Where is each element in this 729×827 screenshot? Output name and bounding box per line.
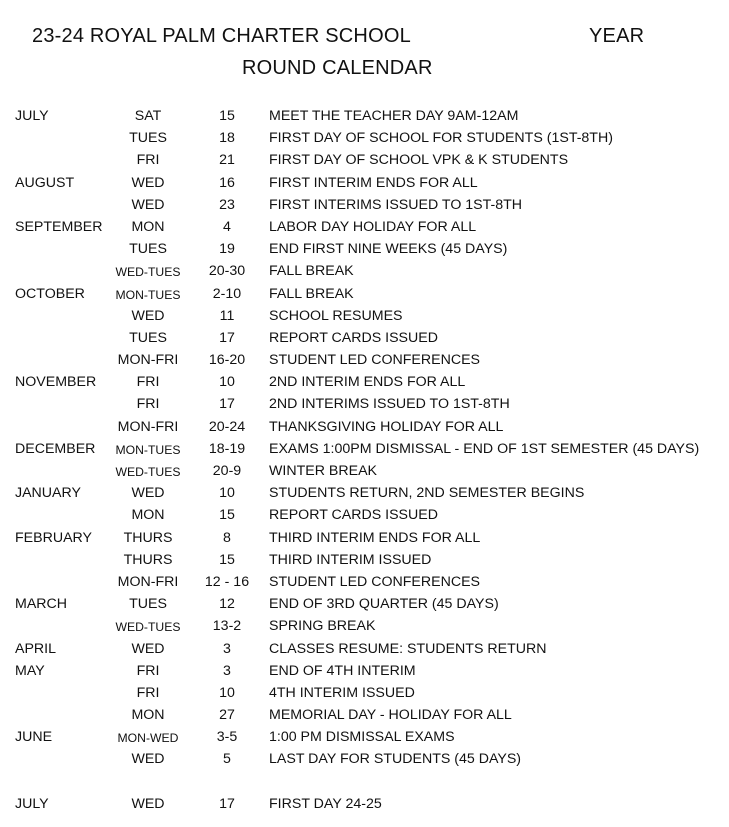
date-cell: 10 [219, 684, 235, 701]
calendar-row [0, 371, 729, 393]
calendar-row [0, 549, 729, 571]
event-cell: FALL BREAK [269, 263, 354, 280]
weekday-cell: WED [131, 196, 165, 213]
date-cell: 12 [219, 596, 235, 613]
calendar-row [0, 283, 729, 305]
date-cell: 2-10 [212, 285, 242, 302]
calendar-title: 23-24 ROYAL PALM CHARTER SCHOOL [32, 25, 411, 47]
calendar-row [0, 638, 729, 660]
calendar-row [0, 194, 729, 216]
date-cell: 18-19 [208, 440, 246, 457]
calendar-title-year: YEAR [589, 25, 645, 47]
weekday-cell: THURS [123, 551, 173, 568]
date-cell: 17 [219, 795, 235, 812]
calendar-row [0, 305, 729, 327]
weekday-cell: WED [131, 751, 165, 768]
weekday-cell: WED [131, 174, 165, 191]
calendar-row [0, 682, 729, 704]
weekday-cell: TUES [129, 596, 167, 613]
weekday-cell: MON [131, 707, 165, 724]
date-cell: 17 [219, 329, 235, 346]
event-cell: CLASSES RESUME: STUDENTS RETURN [269, 640, 547, 657]
event-cell: FALL BREAK [269, 285, 354, 302]
weekday-cell: WED-TUES [115, 465, 181, 479]
calendar-row [0, 527, 729, 549]
weekday-cell: MON-FRI [117, 418, 179, 435]
date-cell: 10 [219, 374, 235, 391]
event-cell: STUDENT LED CONFERENCES [269, 573, 481, 590]
date-cell: 16 [219, 174, 235, 191]
calendar-row [0, 704, 729, 726]
calendar-row [0, 460, 729, 482]
weekday-cell: WED [131, 485, 165, 502]
calendar-row [0, 793, 729, 815]
weekday-cell: MON-FRI [117, 573, 179, 590]
calendar-row [0, 238, 729, 260]
calendar-row [0, 393, 729, 415]
weekday-cell: TUES [129, 241, 167, 258]
calendar-row [0, 327, 729, 349]
event-cell: THIRD INTERIM ISSUED [269, 551, 432, 568]
date-cell: 20-30 [208, 263, 246, 280]
calendar-row [0, 127, 729, 149]
event-cell: LAST DAY FOR STUDENTS (45 DAYS) [269, 751, 522, 768]
weekday-cell: WED-TUES [115, 620, 181, 635]
month-cell: MARCH [15, 596, 68, 613]
weekday-cell: MON-TUES [115, 442, 181, 457]
event-cell: FIRST DAY 24-25 [269, 795, 382, 812]
event-cell: FIRST DAY OF SCHOOL FOR STUDENTS (1ST-8TH) [269, 130, 613, 147]
calendar-row [0, 504, 729, 526]
weekday-cell: WED [131, 307, 165, 324]
month-cell: JANUARY [15, 485, 81, 502]
date-cell: 15 [219, 551, 235, 568]
weekday-cell: MON [131, 218, 165, 235]
date-cell: 15 [219, 507, 235, 524]
date-cell: 11 [219, 307, 235, 324]
event-cell: THANKSGIVING HOLIDAY FOR ALL [269, 418, 504, 435]
date-cell: 3-5 [216, 729, 238, 746]
month-cell: NOVEMBER [15, 374, 97, 391]
calendar-row [0, 726, 729, 748]
event-cell: FIRST DAY OF SCHOOL VPK & K STUDENTS [269, 152, 569, 169]
event-cell: THIRD INTERIM ENDS FOR ALL [269, 529, 481, 546]
date-cell: 19 [219, 241, 235, 258]
event-cell: LABOR DAY HOLIDAY FOR ALL [269, 218, 477, 235]
weekday-cell: FRI [136, 152, 160, 169]
weekday-cell: WED-TUES [115, 265, 181, 280]
weekday-cell: FRI [136, 396, 160, 413]
weekday-cell: FRI [136, 662, 160, 679]
calendar-row [0, 660, 729, 682]
date-cell: 15 [219, 108, 235, 124]
event-cell: EXAMS 1:00PM DISMISSAL - END OF 1ST SEMESTER (45 DAYS) [269, 440, 700, 457]
calendar-row [0, 615, 729, 637]
calendar-row [0, 593, 729, 615]
event-cell: 2ND INTERIMS ISSUED TO 1ST-8TH [269, 396, 510, 413]
calendar-row [0, 482, 729, 504]
calendar-row [0, 105, 729, 127]
date-cell: 21 [219, 152, 235, 169]
month-cell: JULY [15, 108, 49, 124]
event-cell: REPORT CARDS ISSUED [269, 329, 438, 346]
event-cell: FIRST INTERIMS ISSUED TO 1ST-8TH [269, 196, 523, 213]
calendar-row [0, 172, 729, 194]
month-cell: DECEMBER [15, 440, 96, 457]
month-cell: APRIL [15, 640, 57, 657]
weekday-cell: TUES [129, 329, 167, 346]
month-cell: OCTOBER [15, 285, 85, 302]
event-cell: 2ND INTERIM ENDS FOR ALL [269, 374, 466, 391]
date-cell: 20-24 [208, 418, 246, 435]
date-cell: 3 [223, 640, 231, 657]
month-cell: JULY [15, 795, 49, 812]
date-cell: 16-20 [208, 352, 246, 369]
calendar-subtitle: ROUND CALENDAR [242, 57, 433, 79]
event-cell: END OF 3RD QUARTER (45 DAYS) [269, 596, 499, 613]
month-cell: SEPTEMBER [15, 218, 103, 235]
weekday-cell: TUES [129, 130, 167, 147]
event-cell: STUDENT LED CONFERENCES [269, 352, 481, 369]
month-cell: JUNE [15, 729, 53, 746]
date-cell: 12 - 16 [204, 573, 250, 590]
event-cell: SCHOOL RESUMES [269, 307, 403, 324]
calendar-row [0, 260, 729, 282]
event-cell: 1:00 PM DISMISSAL EXAMS [269, 729, 455, 746]
event-cell: MEET THE TEACHER DAY 9AM-12AM [269, 108, 519, 124]
weekday-cell: WED [131, 640, 165, 657]
weekday-cell: MON-TUES [115, 287, 181, 302]
calendar-row [0, 748, 729, 770]
event-cell: MEMORIAL DAY - HOLIDAY FOR ALL [269, 707, 512, 724]
calendar-row [0, 349, 729, 371]
weekday-cell: THURS [123, 529, 173, 546]
calendar-row [0, 438, 729, 460]
weekday-cell: MON-FRI [117, 352, 179, 369]
weekday-cell: MON [131, 507, 165, 524]
event-cell: FIRST INTERIM ENDS FOR ALL [269, 174, 478, 191]
calendar-row [0, 216, 729, 238]
weekday-cell: WED [131, 795, 165, 812]
event-cell: SPRING BREAK [269, 618, 376, 635]
date-cell: 27 [219, 707, 235, 724]
calendar-row [0, 416, 729, 438]
month-cell: MAY [15, 662, 45, 679]
date-cell: 23 [219, 196, 235, 213]
weekday-cell: MON-WED [117, 731, 179, 746]
event-cell: WINTER BREAK [269, 463, 377, 479]
date-cell: 4 [223, 218, 231, 235]
month-cell: AUGUST [15, 174, 75, 191]
date-cell: 3 [223, 662, 231, 679]
date-cell: 13-2 [212, 618, 242, 635]
date-cell: 10 [219, 485, 235, 502]
calendar-row [0, 149, 729, 171]
date-cell: 5 [223, 751, 231, 768]
date-cell: 8 [223, 529, 231, 546]
weekday-cell: SAT [134, 108, 162, 124]
event-cell: END OF 4TH INTERIM [269, 662, 416, 679]
event-cell: STUDENTS RETURN, 2ND SEMESTER BEGINS [269, 485, 585, 502]
event-cell: END FIRST NINE WEEKS (45 DAYS) [269, 241, 508, 258]
event-cell: REPORT CARDS ISSUED [269, 507, 438, 524]
weekday-cell: FRI [136, 684, 160, 701]
calendar-table [0, 105, 729, 815]
month-cell: FEBRUARY [15, 529, 92, 546]
date-cell: 20-9 [212, 463, 242, 479]
calendar-row [0, 571, 729, 593]
date-cell: 18 [219, 130, 235, 147]
event-cell: 4TH INTERIM ISSUED [269, 684, 415, 701]
weekday-cell: FRI [136, 374, 160, 391]
date-cell: 17 [219, 396, 235, 413]
